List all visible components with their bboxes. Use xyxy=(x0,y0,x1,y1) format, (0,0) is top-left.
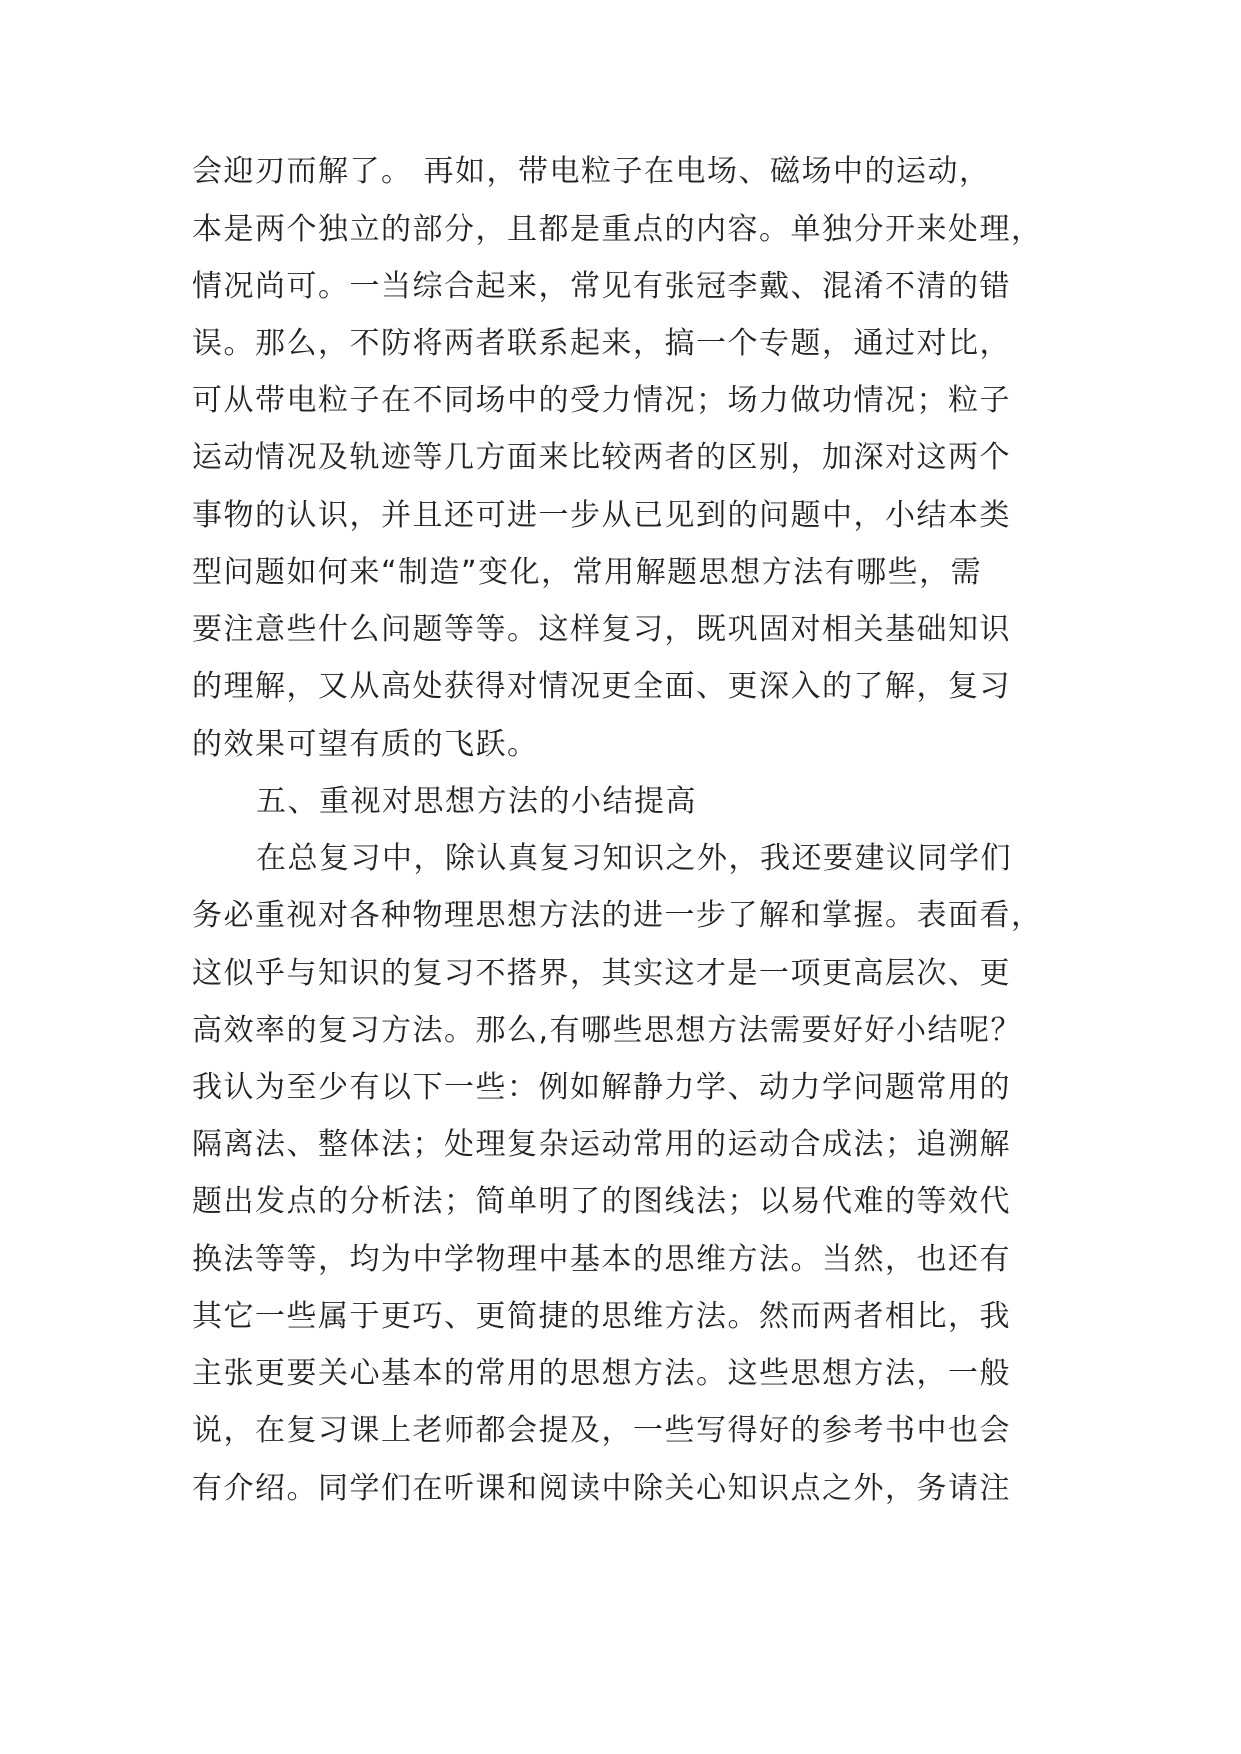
text-line: 隔离法、整体法；处理复杂运动常用的运动合成法；追溯解 xyxy=(192,1127,1011,1162)
text-line: 题出发点的分析法；简单明了的图线法；以易代难的等效代 xyxy=(192,1184,1011,1219)
text-line: 可从带电粒子在不同场中的受力情况；场力做功情况；粒子 xyxy=(192,383,1011,418)
text-line: 我认为至少有以下一些：例如解静力学、动力学问题常用的 xyxy=(192,1070,1011,1105)
text-line: 情况尚可。一当综合起来，常见有张冠李戴、混淆不清的错 xyxy=(192,269,1011,304)
text-line: 在总复习中，除认真复习知识之外，我还要建议同学们 xyxy=(256,841,1012,876)
text-line: 主张更要关心基本的常用的思想方法。这些思想方法，一般 xyxy=(192,1356,1011,1391)
text-line: 这似乎与知识的复习不搭界，其实这才是一项更高层次、更 xyxy=(192,956,1011,991)
text-line: 其它一些属于更巧、更简捷的思维方法。然而两者相比，我 xyxy=(192,1299,1011,1334)
text-line: 运动情况及轨迹等几方面来比较两者的区别，加深对这两个 xyxy=(192,440,1011,475)
text-line: 务必重视对各种物理思想方法的进一步了解和掌握。表面看， xyxy=(192,898,1043,933)
text-line: 型问题如何来“制造”变化，常用解题思想方法有哪些，需 xyxy=(192,555,983,590)
text-line: 本是两个独立的部分，且都是重点的内容。单独分开来处理， xyxy=(192,212,1043,247)
text-line: 会迎刃而解了。 再如，带电粒子在电场、磁场中的运动， xyxy=(192,154,991,189)
text-line: 要注意些什么问题等等。这样复习，既巩固对相关基础知识 xyxy=(192,612,1011,647)
section-heading: 五、重视对思想方法的小结提高 xyxy=(256,784,697,819)
text-line: 的理解，又从高处获得对情况更全面、更深入的了解，复习 xyxy=(192,669,1011,704)
text-line: 事物的认识，并且还可进一步从已见到的问题中，小结本类 xyxy=(192,498,1011,533)
text-line: 换法等等，均为中学物理中基本的思维方法。当然，也还有 xyxy=(192,1242,1011,1277)
text-line: 高效率的复习方法。那么,有哪些思想方法需要好好小结呢？ xyxy=(192,1013,1023,1048)
text-line: 误。那么，不防将两者联系起来，搞一个专题，通过对比， xyxy=(192,326,1011,361)
text-line: 有介绍。同学们在听课和阅读中除关心知识点之外，务请注 xyxy=(192,1471,1011,1506)
text-line: 的效果可望有质的飞跃。 xyxy=(192,727,539,762)
text-line: 说，在复习课上老师都会提及，一些写得好的参考书中也会 xyxy=(192,1413,1011,1448)
